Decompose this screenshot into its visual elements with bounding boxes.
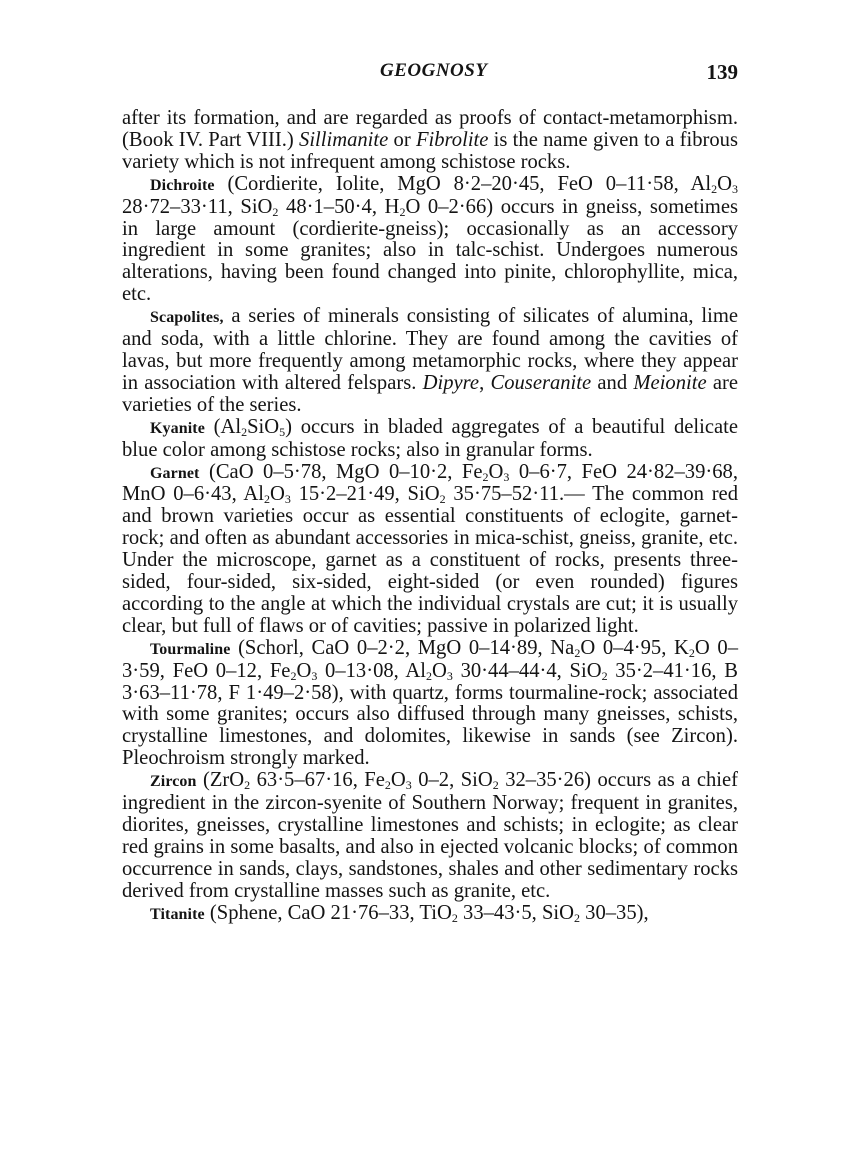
paragraph-text: (Schorl, CaO 0–2·2, MgO 0–14·89, $Na_2O$ 0–4·95, $K_2O$ 0–3·59, FeO 0–12, $Fe_2O_3$ 0–13·08, $Al_2O_3$ 30·44–44·4, SiO$_2$ 35·2–41·16, B 3·63–11·78, F 1·49–2·58), with quartz, forms tourmaline-rock; associated with some granites; occurs also diffused through many gneisses, schists, crystalline limestones, and dolomites, likewise in sands (see Zircon). Pleochroism strongly marked. — [122, 636, 738, 770]
page-number: 139 — [706, 60, 738, 84]
paragraph-kyanite — [122, 417, 738, 462]
entry-term: Tourmaline — [150, 640, 231, 658]
paragraph-text: (ZrO$_2$ 63·5–67·16, $Fe_2O_3$ 0–2, SiO$_2$ 32–35·26) occurs as a chief ingredient in the zircon-syenite of Southern Norway; frequent in granites, diorites, gneisses, crystalline limestones and schists; in eclogite; as clear red grains in some basalts, and also in ejected volcanic blocks; of common occurrence in sands, clays, sandstones, shales and other sedimentary rocks derived from crystalline masses such as granite, etc. — [122, 769, 738, 902]
paragraph-text: after its formation, and are regarded as proofs of contact-metamorphism. (Book IV. Part VIII.) Sillimanite or Fibrolite is the name given to a fibrous variety which is not infrequent among schistose rocks. — [122, 107, 738, 173]
paragraph-text: $(Al_2SiO_5)$ occurs in bladed aggregates of a beautiful delicate blue color among schistose rocks; also in granular forms. — [122, 415, 738, 461]
paragraph-contact-metamorphism — [122, 108, 738, 174]
running-head: GEOGNOSY — [380, 60, 488, 81]
paragraph-text: (Sphene, CaO 21·76–33, TiO$_2$ 33–43·5, SiO$_2$ 30–35), — [204, 901, 649, 925]
paragraph-text: a series of minerals consisting of silicates of alumina, lime and soda, with a little chlorine. They are found among the cavities of lavas, but more frequently among metamorphic rocks, where they appear in association with altered felspars. Dipyre, Couseranite and Meionite are varieties of the series. — [122, 305, 739, 416]
paragraph-text: (Cordierite, Iolite, MgO 8·2–20·45, FeO 0–11·58, $Al_2O_3$ 28·72–33·11, SiO$_2$ 48·1–50·4, $H_2O$ 0–2·66) occurs in gneiss, sometimes in large amount (cordierite-gneiss); occasionally as an accessory ingredient in some granites; also in talc-schist. Undergoes numerous alterations, having been found changed into pinite, chlorophyllite, mica, etc. — [122, 172, 738, 306]
entry-term: Zircon — [150, 773, 197, 791]
paragraph-garnet — [122, 462, 738, 638]
paragraph-dichroite — [122, 174, 738, 306]
page-header — [0, 60, 850, 90]
paragraph-scapolites — [122, 306, 738, 417]
entry-term: Kyanite — [150, 419, 205, 437]
entry-term: Garnet — [150, 464, 200, 482]
paragraph-titanite — [122, 903, 738, 926]
body-text — [122, 108, 738, 926]
paragraph-text: (CaO 0–5·78, MgO 0–10·2, $Fe_2O_3$ 0–6·7, FeO 24·82–39·68, MnO 0–6·43, $Al_2O_3$ 15·2–21·49, SiO$_2$ 35·75–52·11.— The common red and brown varieties occur as essential constituents of eclogite, garnet-rock; and often as abundant accessories in mica-schist, gneiss, granite, etc. Under the microscope, garnet as a constituent of rocks, presents three-sided, four-sided, six-sided, eight-sided (or even rounded) figures according to the angle at which the individual crystals are cut; it is usually clear, but full of flaws or of cavities; passive in polarized light. — [122, 460, 738, 637]
paragraph-tourmaline — [122, 638, 738, 770]
entry-term: Dichroite — [150, 176, 215, 194]
entry-term: Scapolites, — [150, 309, 224, 327]
entry-term: Titanite — [150, 905, 205, 923]
paragraph-zircon — [122, 770, 738, 902]
